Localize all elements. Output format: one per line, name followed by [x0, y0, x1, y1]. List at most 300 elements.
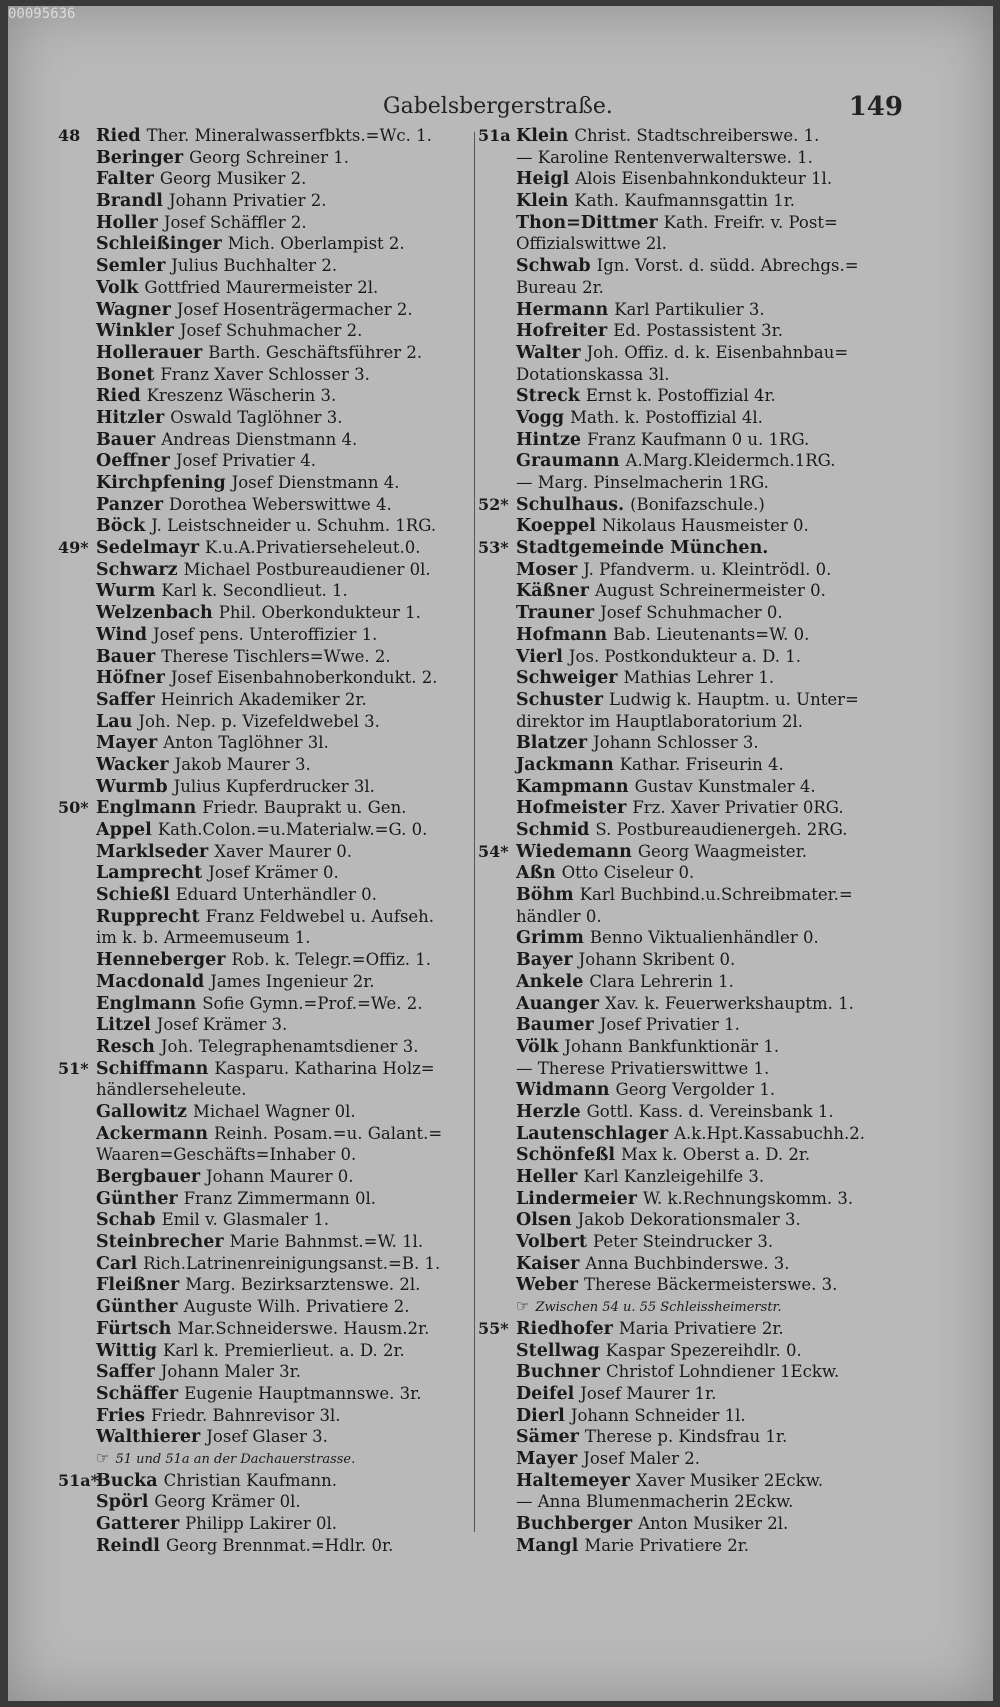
resident-surname: Welzenbach [96, 603, 213, 624]
resident-surname: Sedelmayr [96, 538, 200, 559]
resident-surname: Reindl [96, 1535, 160, 1556]
directory-entry [478, 1361, 893, 1383]
resident-surname: Lau [96, 711, 133, 732]
directory-entry [58, 949, 470, 971]
resident-details: Michael Wagner 0l. [193, 1101, 356, 1121]
resident-surname: Widmann [516, 1080, 610, 1101]
directory-entry [478, 971, 893, 993]
pointing-hand-icon: ☞ [516, 1297, 530, 1316]
directory-entry [478, 233, 893, 255]
note-text: 51 und 51a an der Dachauerstrasse. [115, 1451, 356, 1467]
resident-details: Therese p. Kindsfrau 1r. [584, 1427, 788, 1447]
directory-entry [478, 1535, 893, 1557]
resident-surname: Wurmb [96, 776, 168, 797]
resident-surname: Ried [96, 386, 141, 407]
directory-entry [478, 299, 893, 321]
resident-details: Franz Xaver Schlosser 3. [160, 364, 370, 384]
directory-entry [58, 927, 470, 949]
resident-details: Auguste Wilh. Privatiere 2. [183, 1297, 410, 1317]
directory-entry [58, 385, 470, 407]
directory-entry [478, 1448, 893, 1470]
resident-surname: Henneberger [96, 950, 226, 971]
resident-surname: Ackermann [96, 1123, 209, 1144]
directory-entry [478, 841, 893, 863]
resident-details: (Bonifazschule.) [630, 494, 765, 514]
directory-entry [58, 1470, 470, 1492]
resident-surname: Marklseder [96, 841, 209, 862]
resident-surname: Schweiger [516, 668, 618, 689]
resident-details: händlerseheleute. [96, 1080, 247, 1100]
directory-entry [478, 277, 893, 299]
directory-entry [58, 147, 470, 169]
resident-details: Franz Feldwebel u. Aufseh. [205, 906, 435, 926]
directory-entry [58, 732, 470, 754]
directory-entry [478, 168, 893, 190]
resident-details: Johann Privatier 2. [168, 191, 327, 211]
resident-surname: Moser [516, 559, 578, 580]
resident-details: Karl Kanzleigehilfe 3. [583, 1167, 765, 1186]
resident-surname: Lamprecht [96, 863, 203, 884]
resident-surname: Macdonald [96, 971, 205, 992]
resident-details: Gottfried Maurermeister 2l. [144, 277, 379, 297]
resident-surname: Buchberger [516, 1514, 633, 1534]
resident-details: Christof Lohndiener 1Eckw. [605, 1362, 840, 1382]
resident-details: Ign. Vorst. d. südd. Abrechgs.= [596, 256, 859, 276]
resident-surname: Böhm [516, 885, 574, 906]
resident-details: Josef Schuhmacher 0. [600, 603, 783, 623]
resident-details: Karl Partikulier 3. [614, 299, 765, 319]
resident-details: — Therese Privatierswittwe 1. [516, 1058, 770, 1078]
resident-details: Jakob Maurer 3. [174, 754, 311, 774]
resident-surname: Spörl [96, 1492, 149, 1513]
resident-details: Sofie Gymn.=Prof.=We. 2. [202, 993, 423, 1013]
resident-details: händler 0. [516, 906, 602, 926]
resident-surname: Haltemeyer [516, 1470, 630, 1491]
resident-details: J. Pfandverm. u. Kleintrödl. 0. [583, 559, 832, 579]
resident-details: Mathias Lehrer 1. [623, 668, 775, 688]
directory-entry [58, 1101, 470, 1123]
resident-details: Franz Kaufmann 0 u. 1RG. [587, 429, 810, 449]
resident-surname: Lindermeier [516, 1188, 637, 1209]
left-column [58, 125, 470, 1556]
resident-surname: Hofreiter [516, 321, 608, 342]
resident-details: Josef pens. Unteroffizier 1. [152, 624, 378, 644]
directory-entry [478, 993, 893, 1015]
directory-entry [478, 754, 893, 776]
resident-surname: Wacker [96, 754, 169, 775]
directory-entry [478, 125, 893, 147]
directory-entry [478, 1166, 893, 1188]
directory-entry [478, 537, 893, 559]
resident-surname: Hofmeister [516, 798, 627, 819]
resident-details: Xaver Musiker 2Eckw. [635, 1470, 824, 1490]
resident-surname: Bucka [96, 1470, 158, 1491]
resident-surname: Bergbauer [96, 1167, 201, 1187]
resident-surname: Schiffmann [96, 1058, 209, 1079]
resident-details: Heinrich Akademiker 2r. [160, 689, 367, 709]
resident-surname: Hitzler [96, 407, 165, 428]
house-number: 51a* [58, 1470, 99, 1490]
resident-details: Johann Schneider 1l. [570, 1405, 746, 1425]
directory-entry [478, 515, 893, 537]
directory-entry [478, 1513, 893, 1535]
resident-details: Ludwig k. Hauptm. u. Unter= [609, 689, 859, 709]
directory-entry [58, 364, 470, 386]
resident-details: Andreas Dienstmann 4. [161, 429, 358, 449]
directory-entry [478, 1209, 893, 1231]
directory-entry [58, 1058, 470, 1080]
resident-details: Josef Maurer 1r. [580, 1383, 717, 1403]
directory-entry [478, 147, 893, 169]
directory-entry [58, 190, 470, 212]
resident-surname: Heller [516, 1167, 578, 1187]
directory-entry [58, 1426, 470, 1448]
directory-entry [58, 841, 470, 863]
resident-surname: Walthierer [96, 1427, 201, 1448]
resident-surname: Volbert [516, 1232, 587, 1253]
resident-details: Phil. Oberkondukteur 1. [218, 603, 421, 623]
resident-surname: Blatzer [516, 733, 588, 754]
resident-surname: Gallowitz [96, 1101, 187, 1122]
resident-details: Peter Steindrucker 3. [592, 1232, 774, 1252]
resident-surname: Bauer [96, 429, 156, 450]
directory-entry [58, 646, 470, 668]
resident-details: Kath. Kaufmannsgattin 1r. [574, 191, 796, 211]
resident-details: A.Marg.Kleidermch.1RG. [625, 451, 836, 471]
resident-details: Georg Waagmeister. [637, 841, 808, 861]
directory-entry [58, 472, 470, 494]
directory-entry [58, 819, 470, 841]
column-divider [474, 132, 475, 1532]
directory-entry [478, 385, 893, 407]
resident-details: A.k.Hpt.Kassabuchh.2. [674, 1123, 865, 1143]
directory-entry [58, 1188, 470, 1210]
directory-entry [58, 537, 470, 559]
resident-details: direktor im Hauptlaboratorium 2l. [516, 711, 804, 731]
right-column [478, 125, 893, 1556]
directory-entry [478, 1470, 893, 1492]
directory-entry [478, 862, 893, 884]
directory-entry [478, 472, 893, 494]
resident-details: im k. b. Armeemuseum 1. [96, 928, 311, 948]
resident-surname: Bauer [96, 646, 156, 667]
resident-details: Josef Krämer 3. [156, 1015, 288, 1035]
resident-surname: Dierl [516, 1405, 565, 1426]
resident-details: Oswald Taglöhner 3. [170, 407, 343, 427]
directory-entry [58, 711, 470, 733]
resident-surname: Beringer [96, 147, 184, 168]
house-number: 54* [478, 841, 509, 861]
resident-surname: Mayer [516, 1448, 578, 1469]
directory-entry [478, 949, 893, 971]
directory-entry [478, 927, 893, 949]
resident-details: Karl k. Premierlieut. a. D. 2r. [163, 1340, 405, 1360]
resident-surname: Schuster [516, 689, 604, 710]
directory-entry [58, 559, 470, 581]
resident-details: Josef Eisenbahnoberkondukt. 2. [170, 668, 438, 688]
directory-entry [58, 1166, 470, 1188]
resident-surname: Fries [96, 1405, 145, 1426]
resident-surname: Steinbrecher [96, 1232, 224, 1253]
directory-entry [478, 732, 893, 754]
resident-details: Johann Maurer 0. [206, 1167, 354, 1186]
resident-details: K.u.A.Privatierseheleut.0. [205, 538, 421, 558]
resident-surname: Volk [96, 277, 139, 298]
resident-details: Christian Kaufmann. [163, 1470, 338, 1490]
directory-entry [58, 299, 470, 321]
resident-details: Therese Bäckermeisterswe. 3. [583, 1275, 838, 1295]
directory-entry [58, 1383, 470, 1405]
resident-surname: Trauner [516, 603, 595, 624]
resident-details: Anton Musiker 2l. [638, 1514, 789, 1533]
resident-details: Christ. Stadtschreiberswe. 1. [574, 126, 820, 145]
resident-surname: Höfner [96, 668, 165, 689]
resident-details: Anna Buchbinderswe. 3. [585, 1253, 790, 1273]
resident-details: W. k.Rechnungskomm. 3. [642, 1188, 854, 1208]
resident-surname: Koeppel [516, 516, 596, 537]
directory-entry [58, 1209, 470, 1231]
directory-entry [478, 1253, 893, 1275]
resident-details: Josef Hosenträgermacher 2. [176, 299, 413, 319]
directory-entry [58, 168, 470, 190]
resident-details: Alois Eisenbahnkondukteur 1l. [575, 169, 833, 189]
directory-entry [58, 277, 470, 299]
house-number: 49* [58, 538, 89, 558]
directory-page [8, 6, 993, 1701]
directory-entry [58, 1231, 470, 1253]
directory-entry [478, 624, 893, 646]
directory-entry [58, 1036, 470, 1058]
resident-surname: Fleißner [96, 1275, 180, 1296]
resident-surname: Klein [516, 191, 569, 212]
resident-surname: Gatterer [96, 1514, 180, 1534]
running-title: Gabelsbergerstraße. [383, 94, 613, 119]
resident-surname: Ankele [516, 971, 584, 992]
resident-details: Josef Krämer 0. [208, 863, 339, 883]
directory-entry [478, 1079, 893, 1101]
resident-details: Eugenie Hauptmannswe. 3r. [184, 1383, 422, 1403]
resident-surname: Weber [516, 1275, 578, 1296]
resident-surname: Schleißinger [96, 234, 222, 255]
resident-surname: Wagner [96, 299, 171, 320]
resident-details: Ther. Mineralwasserfbkts.=Wc. 1. [146, 126, 432, 145]
directory-entry [58, 1513, 470, 1535]
resident-details: Marie Bahnmst.=W. 1l. [229, 1232, 424, 1252]
directory-entry [58, 1123, 470, 1145]
resident-details: Math. k. Postoffizial 4l. [570, 407, 763, 427]
directory-entry [478, 884, 893, 906]
resident-details: Kath. Freifr. v. Post= [663, 212, 838, 232]
resident-surname: Graumann [516, 451, 620, 472]
directory-entry [478, 364, 893, 386]
resident-details: Rob. k. Telegr.=Offiz. 1. [231, 950, 432, 970]
directory-entry [478, 559, 893, 581]
directory-entry [478, 494, 893, 516]
resident-surname: Jackmann [516, 754, 614, 775]
resident-details: Julius Kupferdrucker 3l. [173, 776, 375, 796]
directory-entry [478, 450, 893, 472]
resident-details: Kath.Colon.=u.Materialw.=G. 0. [157, 820, 428, 839]
resident-surname: Wurm [96, 581, 156, 602]
directory-entry [58, 233, 470, 255]
resident-surname: Schmid [516, 820, 590, 840]
resident-surname: Günther [96, 1188, 178, 1209]
resident-details: Xav. k. Feuerwerkshauptm. 1. [604, 993, 854, 1013]
resident-surname: Fürtsch [96, 1318, 172, 1339]
resident-surname: Englmann [96, 798, 197, 819]
resident-surname: Hofmann [516, 624, 608, 645]
house-number: 51* [58, 1058, 89, 1078]
resident-surname: Vierl [516, 646, 563, 667]
directory-entry [478, 1188, 893, 1210]
resident-surname: Grimm [516, 928, 584, 949]
directory-entry [478, 1383, 893, 1405]
resident-details: Josef Glaser 3. [206, 1427, 328, 1447]
resident-details: Kreszenz Wäscherin 3. [146, 386, 337, 406]
directory-entry [478, 212, 893, 234]
resident-surname: Hollerauer [96, 342, 203, 363]
resident-details: Max k. Oberst a. D. 2r. [621, 1145, 811, 1165]
resident-surname: Resch [96, 1036, 155, 1057]
house-number: 51a [478, 126, 511, 145]
resident-surname: Ried [96, 126, 141, 146]
resident-details: Anton Taglöhner 3l. [163, 733, 329, 753]
resident-surname: Riedhofer [516, 1318, 613, 1339]
directory-entry [58, 602, 470, 624]
directory-entry [58, 429, 470, 451]
directory-entry [478, 1123, 893, 1145]
resident-surname: Schab [96, 1210, 156, 1231]
resident-surname: Wiedemann [516, 841, 632, 862]
cross-reference-note [478, 1296, 893, 1318]
directory-entry [478, 667, 893, 689]
resident-surname: Lautenschlager [516, 1123, 669, 1144]
directory-entry [478, 1405, 893, 1427]
resident-surname: Panzer [96, 494, 164, 515]
resident-details: Dotationskassa 3l. [516, 364, 670, 384]
resident-surname: Saffer [96, 689, 155, 710]
directory-entry [58, 1079, 470, 1101]
resident-details: Karl Buchbind.u.Schreibmater.= [579, 885, 853, 905]
resident-surname: Stellwag [516, 1340, 600, 1361]
directory-entry [478, 602, 893, 624]
resident-surname: Böck [96, 516, 146, 537]
directory-entry [478, 1340, 893, 1362]
house-number: 52* [478, 494, 509, 514]
directory-entry [478, 1101, 893, 1123]
directory-entry [478, 906, 893, 928]
directory-entry [478, 320, 893, 342]
directory-entry [478, 190, 893, 212]
resident-surname: Olsen [516, 1210, 572, 1231]
directory-entry [58, 1361, 470, 1383]
resident-surname: Holler [96, 212, 158, 233]
resident-details: Maria Privatiere 2r. [618, 1318, 784, 1338]
directory-entry [58, 515, 470, 537]
resident-surname: Auanger [516, 993, 599, 1014]
resident-surname: Wittig [96, 1340, 158, 1361]
directory-entry [478, 1318, 893, 1340]
resident-details: Marie Privatiere 2r. [584, 1535, 750, 1555]
directory-entry [478, 1491, 893, 1513]
resident-details: Kathar. Friseurin 4. [619, 754, 784, 774]
resident-surname: Buchner [516, 1362, 600, 1383]
resident-surname: Völk [516, 1036, 559, 1057]
resident-surname: Mayer [96, 733, 158, 754]
resident-surname: Herzle [516, 1101, 581, 1122]
resident-details: — Marg. Pinselmacherin 1RG. [516, 473, 769, 492]
directory-entry [478, 689, 893, 711]
resident-details: Georg Schreiner 1. [189, 147, 350, 167]
directory-entry [58, 342, 470, 364]
resident-details: Josef Privatier 1. [599, 1015, 740, 1035]
resident-details: Emil v. Glasmaler 1. [161, 1210, 330, 1230]
directory-entry [478, 580, 893, 602]
directory-entry [478, 429, 893, 451]
resident-surname: Käßner [516, 581, 589, 602]
directory-entry [58, 255, 470, 277]
resident-details: Joh. Telegraphenamtsdiener 3. [160, 1036, 419, 1056]
resident-details: Mich. Oberlampist 2. [227, 234, 405, 254]
resident-details: Joh. Offiz. d. k. Eisenbahnbau= [586, 342, 849, 362]
resident-details: Josef Maler 2. [583, 1448, 701, 1468]
directory-entry [478, 1144, 893, 1166]
directory-entry [478, 797, 893, 819]
resident-details: Bab. Lieutenants=W. 0. [613, 624, 810, 644]
directory-entry [478, 1014, 893, 1036]
directory-entry [478, 1231, 893, 1253]
directory-entry [58, 125, 470, 147]
resident-details: Johann Bankfunktionär 1. [564, 1036, 780, 1056]
resident-details: Friedr. Bahnrevisor 3l. [150, 1405, 341, 1425]
house-number: 50* [58, 798, 89, 818]
resident-surname: Carl [96, 1253, 138, 1274]
resident-details: Georg Vergolder 1. [615, 1080, 776, 1100]
resident-surname: Saffer [96, 1362, 155, 1383]
resident-details: Gustav Kunstmaler 4. [634, 776, 816, 796]
resident-surname: Winkler [96, 321, 174, 342]
resident-details: Josef Schäffler 2. [163, 212, 307, 232]
resident-details: Georg Musiker 2. [159, 169, 307, 189]
resident-details: Friedr. Bauprakt u. Gen. [202, 798, 407, 818]
directory-entry [58, 450, 470, 472]
resident-details: S. Postbureaudienergeh. 2RG. [595, 820, 848, 839]
page-header [383, 94, 903, 124]
directory-entry [478, 819, 893, 841]
resident-surname: Schönfeßl [516, 1145, 616, 1166]
resident-surname: Kampmann [516, 776, 629, 797]
resident-details: Michael Postbureaudiener 0l. [183, 559, 431, 579]
resident-details: James Ingenieur 2r. [210, 971, 375, 991]
resident-details: Gottl. Kass. d. Vereinsbank 1. [586, 1101, 834, 1121]
resident-surname: Hintze [516, 429, 582, 450]
resident-surname: Deifel [516, 1383, 575, 1404]
directory-entry [58, 884, 470, 906]
directory-entry [58, 754, 470, 776]
directory-entry [58, 971, 470, 993]
resident-surname: Mangl [516, 1535, 579, 1556]
resident-details: Franz Zimmermann 0l. [183, 1188, 376, 1208]
directory-entry [58, 1296, 470, 1318]
directory-entry [58, 1405, 470, 1427]
resident-details: Georg Krämer 0l. [154, 1492, 301, 1512]
resident-surname: Brandl [96, 191, 163, 212]
resident-surname: Oeffner [96, 451, 170, 472]
resident-surname: Bonet [96, 364, 155, 385]
directory-entry [58, 1340, 470, 1362]
house-number: 55* [478, 1318, 509, 1338]
directory-entry [58, 212, 470, 234]
